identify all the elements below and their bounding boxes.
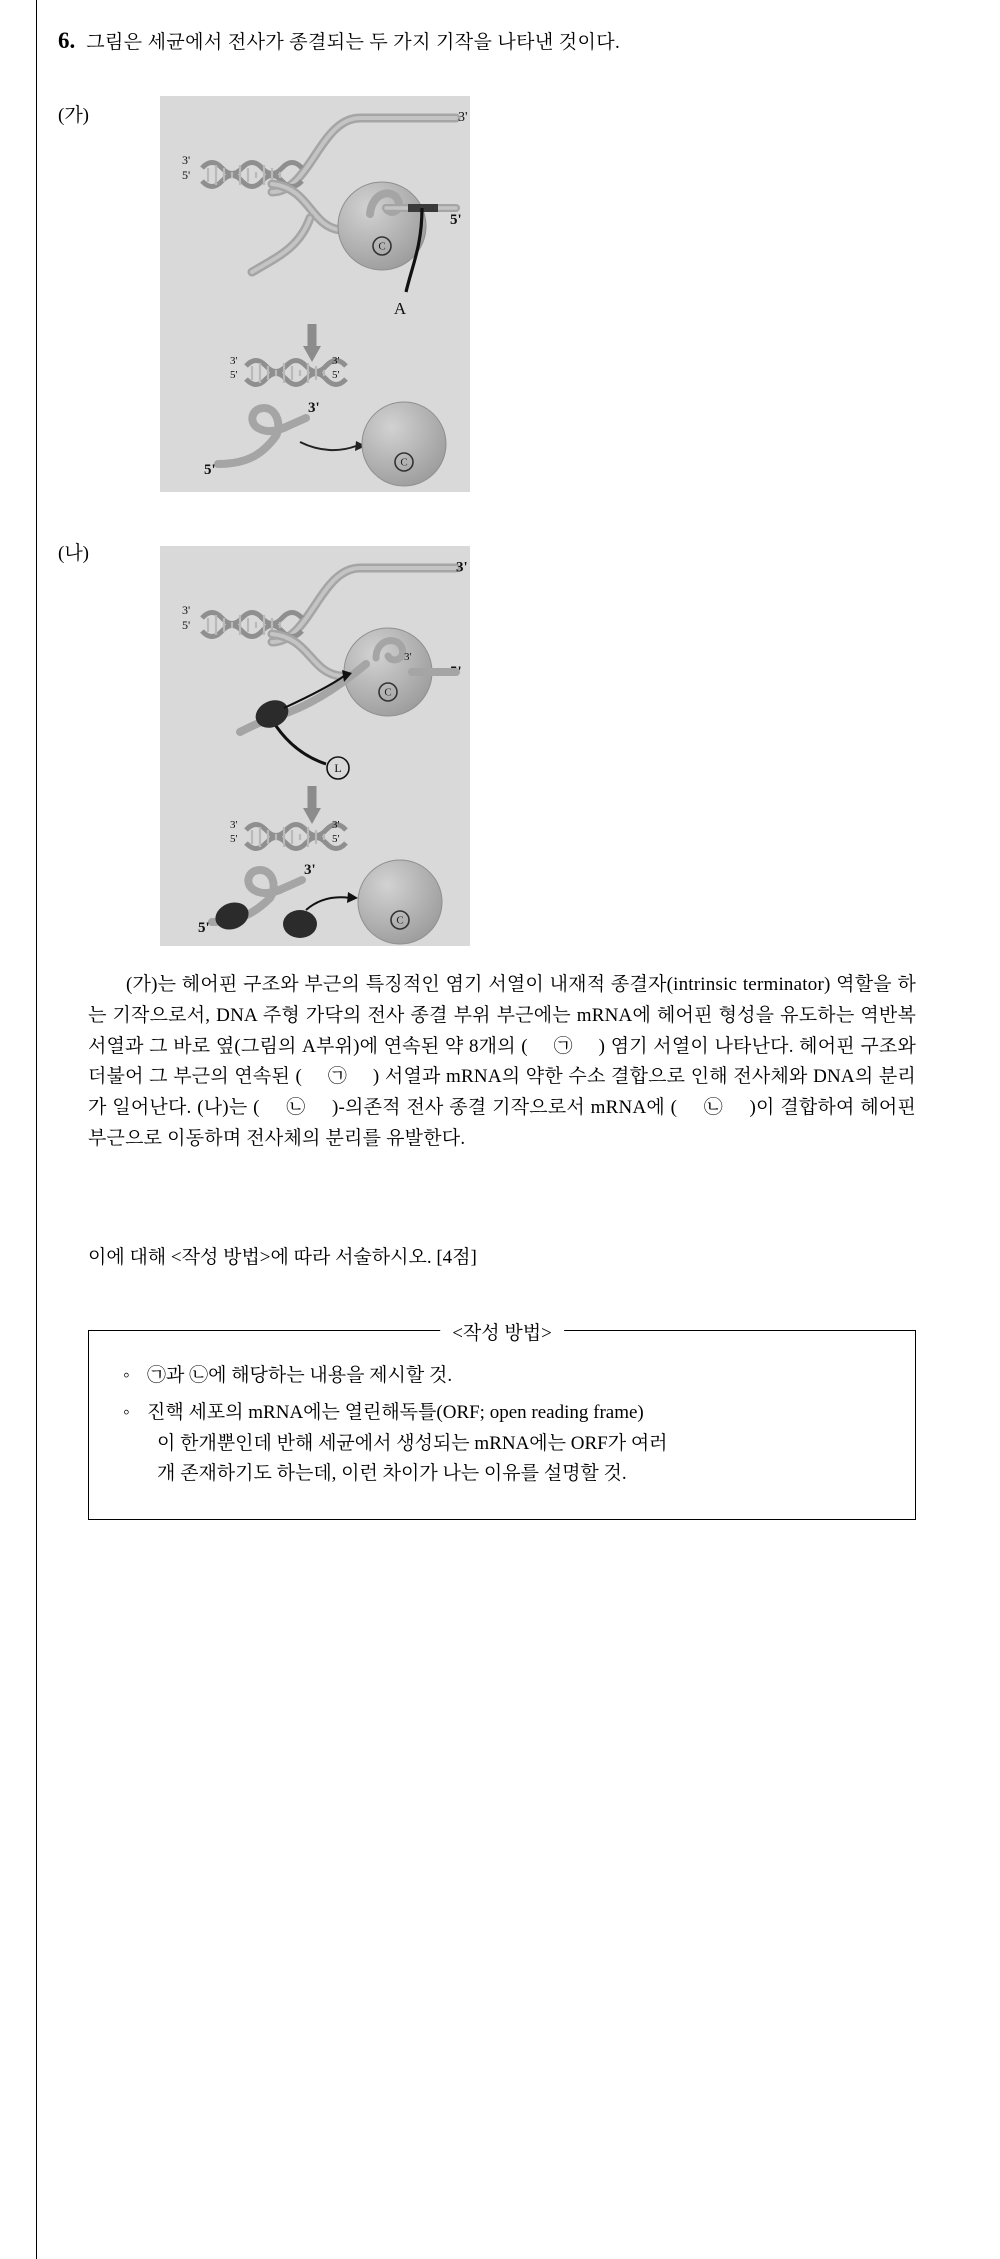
svg-text:5': 5' [332, 833, 340, 845]
svg-text:5': 5' [230, 369, 238, 381]
svg-text:L: L [334, 760, 342, 775]
svg-text:3': 3' [404, 651, 412, 663]
svg-text:5': 5' [332, 369, 340, 381]
question-prompt: 그림은 세균에서 전사가 종결되는 두 가지 기작을 나타낸 것이다. [86, 32, 621, 53]
svg-text:3': 3' [458, 110, 468, 126]
bullet-icon: ◦ [123, 1401, 130, 1423]
bullet-icon: ◦ [123, 1365, 130, 1386]
question-header [58, 26, 948, 58]
svg-text:5': 5' [198, 920, 210, 936]
figure-na-label: (나) [58, 543, 90, 564]
svg-text:3': 3' [456, 559, 468, 576]
explanation-paragraph-wrapper [88, 970, 921, 1155]
svg-text:3': 3' [332, 819, 340, 831]
svg-text:3': 3' [230, 355, 238, 367]
figure-ga-svg [160, 96, 470, 492]
method-item-line: ㉠과 ㉡에 해당하는 내용을 제시할 것. [147, 1365, 453, 1386]
svg-text:5': 5' [182, 168, 191, 182]
list-item [123, 1398, 887, 1490]
svg-text:5': 5' [450, 664, 462, 680]
method-box [88, 1323, 916, 1520]
svg-text:C: C [384, 686, 392, 699]
method-item-line: 이 한개뿐인데 반해 세균에서 생성되는 mRNA에는 ORF가 여러 [157, 1432, 668, 1454]
list-item [123, 1361, 887, 1392]
instruction-wrapper [88, 1243, 916, 1273]
page-left-rule [36, 0, 37, 2259]
figure-ga-image [160, 96, 470, 492]
figure-na-image [160, 546, 470, 946]
svg-text:5': 5' [230, 833, 238, 845]
method-item-line: 진핵 세포의 mRNA에는 열린해독틀(ORF; open reading frame) [147, 1401, 644, 1423]
page-content [58, 0, 948, 58]
svg-text:3': 3' [182, 603, 191, 617]
svg-text:A: A [393, 299, 407, 318]
svg-text:C: C [400, 456, 408, 469]
svg-text:5': 5' [182, 618, 191, 632]
svg-text:C: C [378, 240, 386, 253]
method-list [89, 1331, 915, 1490]
svg-text:3': 3' [230, 819, 238, 831]
figure-ga-label: (가) [58, 105, 90, 126]
method-box-title: <작성 방법> [440, 1318, 564, 1345]
svg-text:5': 5' [450, 212, 462, 228]
svg-text:3': 3' [182, 153, 191, 167]
figure-na-svg [160, 546, 470, 946]
svg-text:3': 3' [308, 400, 320, 416]
svg-text:C: C [396, 914, 404, 927]
question-number: 6. [58, 28, 76, 53]
svg-text:3': 3' [332, 355, 340, 367]
svg-text:3': 3' [304, 862, 316, 878]
method-item-line: 개 존재하기도 하는데, 이런 차이가 나는 이유를 설명할 것. [157, 1463, 627, 1485]
instruction-text: 이에 대해 <작성 방법>에 따라 서술하시오. [4점] [88, 1247, 477, 1268]
explanation-paragraph: (가)는 헤어핀 구조와 부근의 특징적인 염기 서열이 내재적 종결자(intrinsic terminator) 역할을 하는 기작으로서, DNA 주형 가닥의 전사 종결 부위 부근에는 mRNA에 헤어핀 형성을 유도하는 역반복 서열과 그 바로 옆(그림의 A부위)에 연속된 약 8개의 ( ㉠ ) 염기 서열이 나타난다. 헤어핀 구조와 더불어 그 부근의 연속된 ( ㉠ ) 서열과 mRNA의 약한 수소 결합으로 인해 전사체와 DNA의 분리가 일어난다. (나)는 ( ㉡ )-의존적 전사 종결 기작으로서 mRNA에 ( ㉡ )이 결합하여 헤어핀 부근으로 이동하며 전사체의 분리를 유발한다. [88, 974, 921, 1149]
svg-text:5': 5' [204, 462, 216, 478]
